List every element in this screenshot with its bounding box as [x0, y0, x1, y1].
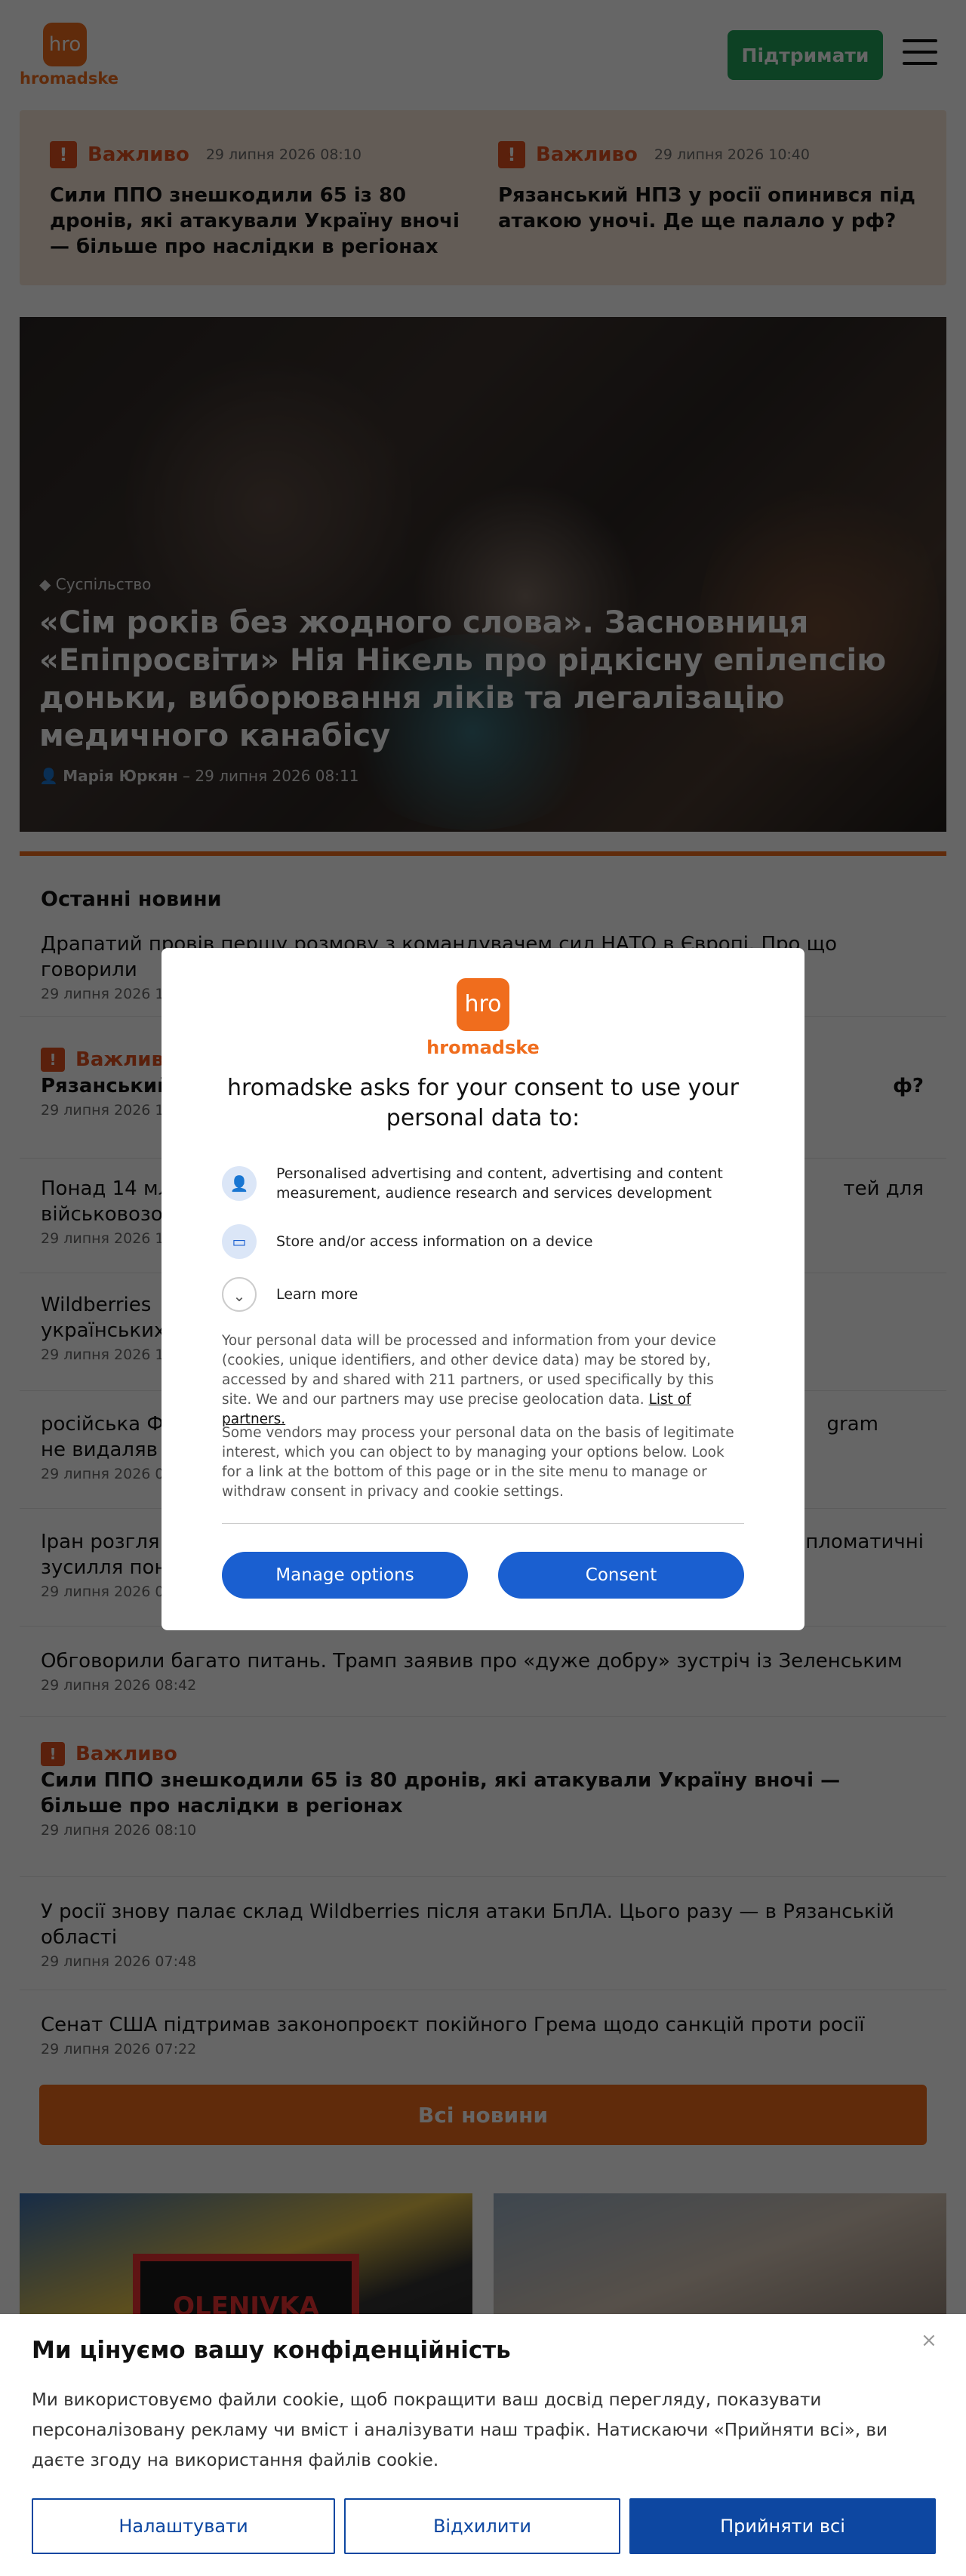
cookie-banner: [0, 2314, 966, 2576]
cookie-text: Ми використовуємо файли cookie, щоб покращити ваш досвід перегляду, показувати персоналізовану рекламу чи вміст і аналізувати наш трафік. Натискаючи «Прийняти всі», ви даєте згоду на використання файлів cookie.: [32, 2390, 888, 2470]
consent-logo-mark: hro: [457, 978, 509, 1031]
consent-option: [222, 1164, 750, 1203]
cookie-accept-button[interactable]: Прийняти всі: [629, 2498, 936, 2554]
cookie-reject-button[interactable]: Відхилити: [344, 2498, 620, 2554]
cookie-title: Ми цінуємо вашу конфіденційність: [32, 2337, 511, 2364]
cookie-settings-button[interactable]: Налаштувати: [32, 2498, 335, 2554]
person-icon: 👤: [222, 1166, 257, 1201]
close-icon[interactable]: ×: [921, 2329, 937, 2352]
consent-paragraph: Your personal data will be processed and information from your device (cookies, unique identifiers, and other device data) may be stored by, accessed by and shared with 211 partners, or used specifically by this site. We and our partners may use precise geolocation data. List of partners.: [222, 1333, 716, 1427]
option-text: Store and/or access information on a device: [276, 1233, 593, 1250]
manage-options-button[interactable]: Manage options: [222, 1552, 468, 1599]
learn-more-label[interactable]: Learn more: [276, 1286, 358, 1303]
partners-link[interactable]: List of partners.: [222, 1392, 691, 1427]
device-icon: ▭: [222, 1224, 257, 1259]
consent-title: hromadske asks for your consent to use your personal data to:: [227, 1075, 739, 1131]
consent-dialog: [162, 948, 804, 1630]
learn-more[interactable]: [222, 1277, 750, 1312]
divider: [222, 1523, 744, 1524]
consent-button[interactable]: Consent: [498, 1552, 744, 1599]
option-text: Personalised advertising and content, advertising and content measurement, audience research and services development: [276, 1165, 723, 1202]
consent-logo-text: hromadske: [426, 1037, 540, 1058]
chevron-down-icon[interactable]: ⌄: [222, 1277, 257, 1312]
consent-paragraph: Some vendors may process your personal data on the basis of legitimate interest, which you can object to by managing your options below. Look for a link at the bottom of this page or in the site menu to manage or withdraw consent in privacy and cookie settings.: [222, 1425, 734, 1500]
consent-option: [222, 1224, 750, 1259]
